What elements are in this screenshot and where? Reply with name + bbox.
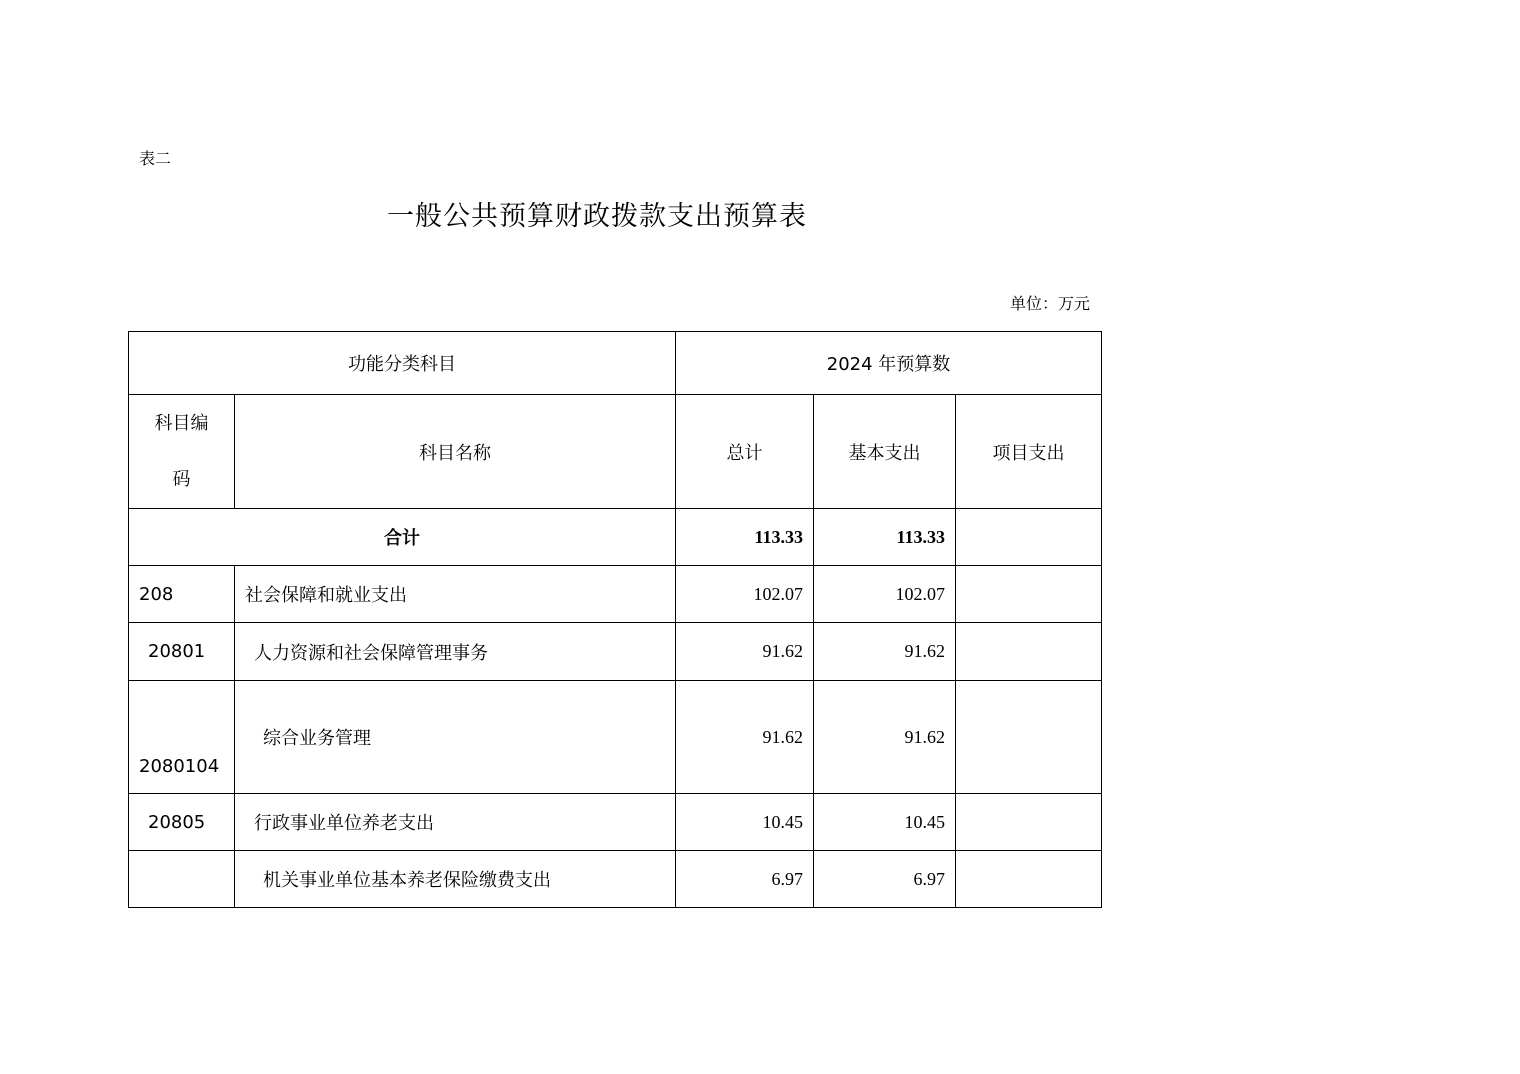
- row-name: 综合业务管理: [235, 681, 676, 794]
- header-budget-year: 2024 年预算数: [676, 332, 1102, 395]
- row-name: 机关事业单位基本养老保险缴费支出: [235, 851, 676, 908]
- row-basic: 10.45: [814, 794, 956, 851]
- header-basic: 基本支出: [814, 395, 956, 509]
- total-basic: 113.33: [814, 509, 956, 566]
- row-code: 20805: [129, 794, 235, 851]
- row-basic: 91.62: [814, 623, 956, 681]
- table-row: [129, 851, 1102, 908]
- row-name: 社会保障和就业支出: [235, 566, 676, 623]
- row-name: 人力资源和社会保障管理事务: [235, 623, 676, 681]
- row-project: [956, 681, 1102, 794]
- header-total: 总计: [676, 395, 814, 509]
- row-project: [956, 623, 1102, 681]
- page-title: 一般公共预算财政拨款支出预算表: [387, 201, 807, 232]
- row-basic: 102.07: [814, 566, 956, 623]
- total-total: 113.33: [676, 509, 814, 566]
- header-func-category: 功能分类科目: [129, 332, 676, 395]
- header-name: 科目名称: [235, 395, 676, 509]
- row-total: 91.62: [676, 681, 814, 794]
- row-total: 6.97: [676, 851, 814, 908]
- row-basic: 6.97: [814, 851, 956, 908]
- header-code: [129, 395, 235, 509]
- row-project: [956, 794, 1102, 851]
- table-number-label: 表二: [139, 149, 172, 168]
- total-project: [956, 509, 1102, 566]
- row-total: 10.45: [676, 794, 814, 851]
- header-code-line1: 科目编: [154, 412, 209, 434]
- row-total: 102.07: [676, 566, 814, 623]
- budget-table: [128, 331, 1102, 908]
- row-code: 2080104: [129, 681, 235, 794]
- total-row: [129, 509, 1102, 566]
- unit-label: 单位：万元: [1009, 294, 1090, 313]
- total-label: 合计: [129, 509, 676, 566]
- header-row-top: [129, 332, 1102, 395]
- row-project: [956, 566, 1102, 623]
- row-code: 208: [129, 566, 235, 623]
- header-project: 项目支出: [956, 395, 1102, 509]
- row-project: [956, 851, 1102, 908]
- header-row-sub: [129, 395, 1102, 509]
- table-row: [129, 566, 1102, 623]
- row-total: 91.62: [676, 623, 814, 681]
- table-row: [129, 681, 1102, 794]
- row-name: 行政事业单位养老支出: [235, 794, 676, 851]
- row-code: 20801: [129, 623, 235, 681]
- table-row: [129, 794, 1102, 851]
- header-code-line2: 码: [172, 468, 191, 490]
- table-row: [129, 623, 1102, 681]
- row-basic: 91.62: [814, 681, 956, 794]
- row-code: [129, 851, 235, 908]
